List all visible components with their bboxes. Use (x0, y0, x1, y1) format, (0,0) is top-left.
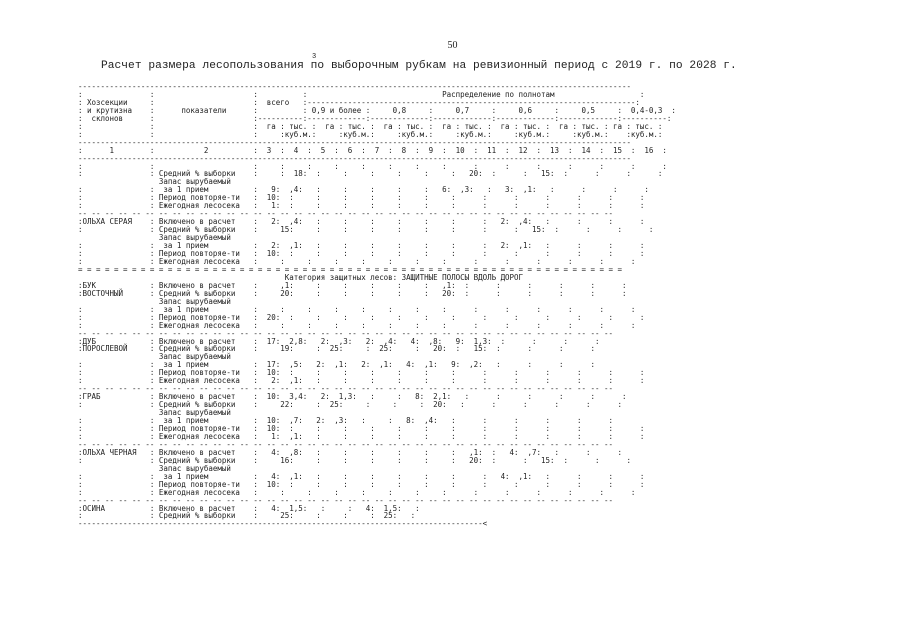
table-line: : : Ежегодная лесосека : 1: : : : : : : : : : : : : : (78, 201, 645, 211)
table-line: :БУК : Включено в расчет : ,1: : : : : : ,1: : : : : : : (78, 280, 627, 290)
table-line: :ДУБ : Включено в расчет : 17: 2,8: 2: ,3: 2: ,4: 4: ,8: 9: 1,3: : : : : (78, 336, 600, 346)
table-line: :ПОРОСЛЕВОЙ : Средний % выборки : 19: : 25: : 25: : 20: : 15: : : : : (78, 344, 595, 354)
table-line: Запас вырубаемый (78, 296, 231, 306)
table-line: :ОЛЬХА СЕРАЯ : Включено в расчет : 2: ,4: : : : : : : : 2: ,4: : : : : (78, 217, 645, 227)
table-line: : : за 1 прием : 4: ,1: : : : : : : : 4: ,1: : : : : (78, 471, 645, 481)
table-line: ------------------------------------------------------------------------------------------< (78, 519, 488, 529)
table-line: Запас вырубаемый (78, 463, 231, 473)
table-line: :ОСИНА : Включено в расчет : 4: 1,5: : : 4: 1,5: : (78, 503, 420, 513)
table-line: : : Период повторяе-ти : 10: : : : : : : : : : : : : : (78, 193, 645, 203)
table-line: : 1 : 2 : 3 : 4 : 5 : 6 : 7 : 8 : 9 : 10 : 11 : 12 : 13 : 14 : 15 : 16 : (78, 145, 667, 155)
table-line: : : за 1 прием : : : : : : : : : : : : : : (78, 304, 636, 314)
table-line: : Хозсекции : : всего :-------------------------------------------------------------------------: (78, 97, 640, 107)
table-line: Категория защитных лесов: ЗАЩИТНЫЕ ПОЛОСЫ ВДОЛЬ ДОРОГ (78, 272, 524, 282)
table-line: : и крутизна : показатели : : 0,9 и более : 0,8 : 0,7 : 0,6 : 0,5 : 0,4-0,3 : (78, 105, 676, 115)
page-number: 50 (447, 40, 458, 51)
table-line: :ОЛЬХА ЧЕРНАЯ : Включено в расчет : 4: ,8: : : : : : : ,1: : 4: ,7: : : : (78, 447, 622, 457)
table-line: -- -- -- -- -- -- -- -- -- -- -- -- -- -- -- -- -- -- -- -- -- -- -- -- -- -- -- -- -- -- -- -- -- -- -- -- -- -- -- -- (78, 495, 613, 505)
table-line: : : Ежегодная лесосека : : : : : : : : : : : : : : (78, 256, 636, 266)
table-line: -- -- -- -- -- -- -- -- -- -- -- -- -- -- -- -- -- -- -- -- -- -- -- -- -- -- -- -- -- -- -- -- -- -- -- -- -- -- -- -- (78, 439, 613, 449)
title-superscript: 3 (312, 53, 317, 61)
table-line: : : Средний % выборки : 22: : 25: : : : 20: : : : : : : (78, 400, 622, 410)
table-line: -- -- -- -- -- -- -- -- -- -- -- -- -- -- -- -- -- -- -- -- -- -- -- -- -- -- -- -- -- -- -- -- -- -- -- -- -- -- -- -- (78, 328, 613, 338)
table-line: : : Средний % выборки : 15: : : : : : : : : 15: : : : : (78, 225, 654, 235)
table-line: Запас вырубаемый (78, 233, 231, 243)
table-line: : : за 1 прием : 2: ,1: : : : : : : : 2: ,1: : : : : (78, 241, 645, 251)
table-line: Запас вырубаемый (78, 352, 231, 362)
table-line: -- -- -- -- -- -- -- -- -- -- -- -- -- -- -- -- -- -- -- -- -- -- -- -- -- -- -- -- -- -- -- -- -- -- -- -- -- -- -- -- (78, 209, 613, 219)
table-line: : : : га : тыс. : га : тыс. : га : тыс. : га : тыс. : га : тыс. : га : тыс. : га : тыс. : (78, 121, 663, 131)
table-line: : : Период повторяе-ти : 10: : : : : : : : : : : : : : (78, 368, 645, 378)
table-line: : : Ежегодная лесосека : : : : : : : : : : : : : : (78, 320, 636, 330)
table-line: Запас вырубаемый (78, 408, 231, 418)
table-line: : склонов : :----------:-------------:-------------:-------------:-------------:-------------:----------: (78, 113, 672, 123)
table-line: : : Ежегодная лесосека : : : : : : : : : : : : : : (78, 487, 636, 497)
table-line: : : Средний % выборки : 25: : : : 25: : (78, 511, 416, 521)
table-line: : : Период повторяе-ти : 20: : : : : : : : : : : : : : (78, 312, 645, 322)
table-line: :ГРАБ : Включено в расчет : 10: 3,4: 2: 1,3: : : 8: 2,1: : : : : : : (78, 392, 627, 402)
table-line: --------------------------------------------------------------------------------------------------------------------------- (78, 137, 631, 147)
table-line: Запас вырубаемый (78, 177, 231, 187)
table-line: = = = = = = = = = = = = = = = = = = = = = = = = = = = = = = = = = = = = = = = = = = = = = = = = = = = = = = = = = = = = = (78, 264, 622, 274)
table-line: : : Период повторяе-ти : 10: : : : : : : : : : : : : : (78, 249, 645, 259)
table-line: : : : :куб.м.: :куб.м.: :куб.м.: :куб.м.: :куб.м.: :куб.м.: :куб.м.: (78, 129, 663, 139)
table-line: : : за 1 прием : 10: ,7: 2: ,3: : : 8: ,4: : : : : : : (78, 416, 613, 426)
table-line: : : Ежегодная лесосека : 1: ,1: : : : : : : : : : : : : (78, 431, 645, 441)
page-title: Расчет размера лесопользования по выборочным рубкам на ревизионный период с 2019 г. по 2028 г. (101, 60, 737, 72)
table-line: : : Средний % выборки : 16: : : : : : : 20: : : 15: : : : (78, 455, 631, 465)
table-line: : : Период повторяе-ти : 10: : : : : : : : : : : : : : (78, 479, 645, 489)
table-line: :ВОСТОЧНЫЙ : Средний % выборки : 20: : : : : : 20: : : : : : : (78, 288, 627, 298)
table-line: : : : : : : : : : : : : : : : : : (78, 161, 667, 171)
table-line: : : Средний % выборки : : 18: : : : : : : 20: : : 15: : : : : (78, 169, 663, 179)
table-line: --------------------------------------------------------------------------------------------------------------------------- (78, 82, 631, 91)
table-line: : : : : Распределение по полнотам : (78, 89, 645, 99)
table-line: --------------------------------------------------------------------------------------------------------------------------- (78, 153, 631, 163)
table-line: : : Ежегодная лесосека : 2: ,1: : : : : : : : : : : : : (78, 376, 645, 386)
table-line: : : Период повторяе-ти : 10: : : : : : : : : : : : : : (78, 423, 645, 433)
table-line: : : за 1 прием : 9: ,4: : : : : : 6: ,3: : 3: ,1: : : : : (78, 185, 649, 195)
table-line: : : за 1 прием : 17: ,5: 2: ,1: 2: ,1: 4: ,1: 9: ,2: : : : : (78, 360, 595, 370)
forest-use-table (78, 83, 676, 528)
table-line: -- -- -- -- -- -- -- -- -- -- -- -- -- -- -- -- -- -- -- -- -- -- -- -- -- -- -- -- -- -- -- -- -- -- -- -- -- -- -- -- (78, 384, 613, 394)
